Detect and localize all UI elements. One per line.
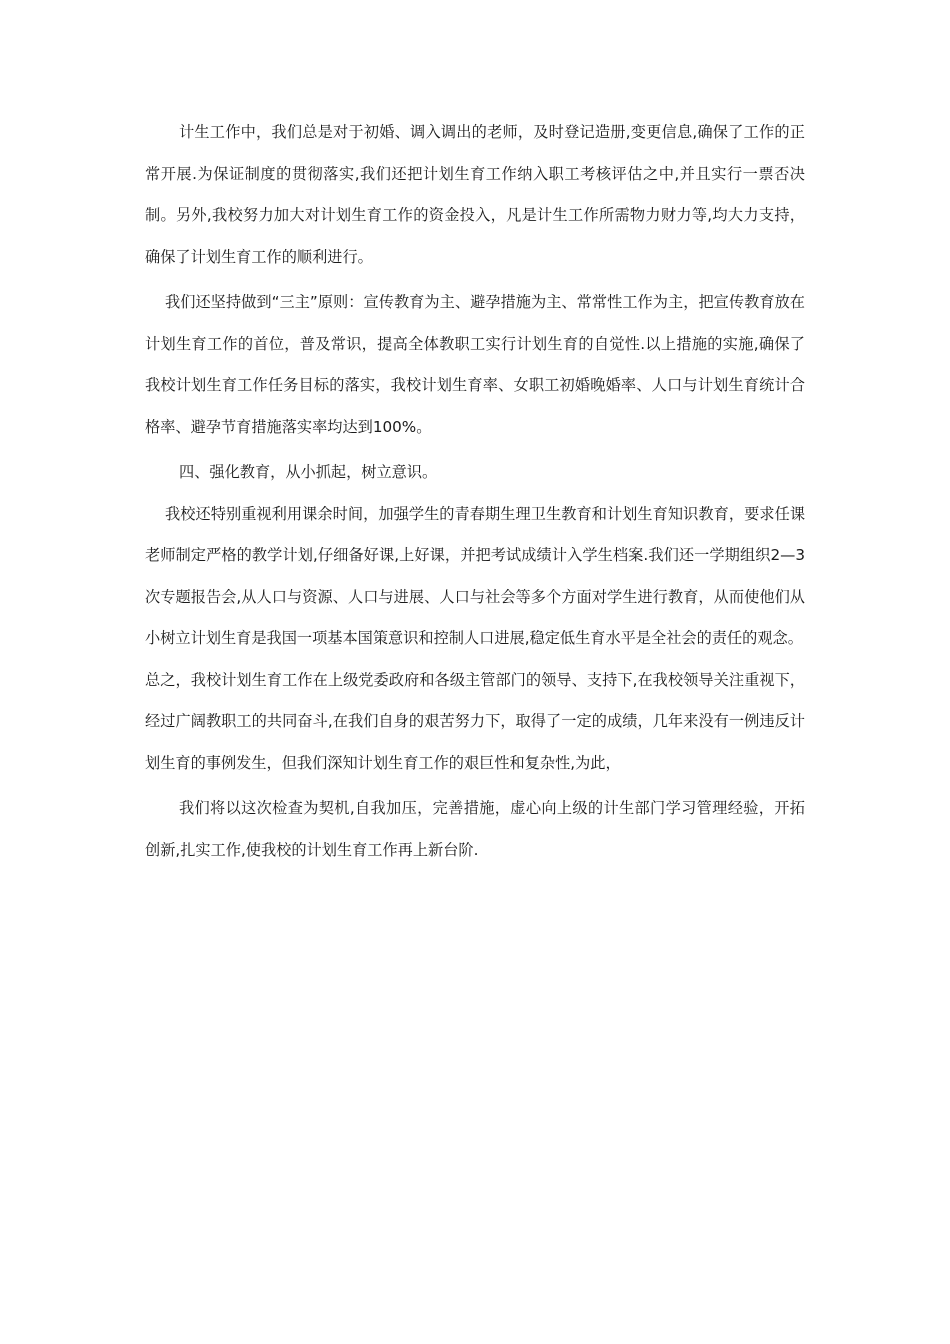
paragraph-summary: 总之，我校计划生育工作在上级党委政府和各级主管部门的领导、支持下,在我校领导关注重视下，经过广阔教职工的共同奋斗,在我们自身的艰苦努力下，取得了一定的成绩，几年来没有一例违反计划生育的事例发生，但我们深知计划生育工作的艰巨性和复杂性,为此， <box>145 670 805 772</box>
document-body <box>145 112 805 871</box>
section-heading-education: 四、强化教育，从小抓起，树立意识。 <box>179 463 438 481</box>
paragraph-closing: 我们将以这次检查为契机,自我加压，完善措施，虚心向上级的计生部门学习管理经验，开拓创新,扎实工作,使我校的计划生育工作再上新台阶. <box>145 799 805 859</box>
paragraph-student-education: 我校还特别重视利用课余时间，加强学生的青春期生理卫生教育和计划生育知识教育，要求任课老师制定严格的教学计划,仔细备好课,上好课，并把考试成绩计入学生档案.我们还一学期组织2—3次专题报告会,从人口与资源、人口与进展、人口与社会等多个方面对学生进行教育，从而使他们从小树立计划生育是我国一项基本国策意识和控制人口进展,稳定低生育水平是全社会的责任的观念。 <box>145 504 805 647</box>
paragraph-three-principles: 我们还坚持做到“三主”原则：宣传教育为主、避孕措施为主、常常性工作为主，把宣传教育放在计划生育工作的首位，普及常识，提高全体教职工实行计划生育的自觉性.以上措施的实施,确保了我校计划生育工作任务目标的落实，我校计划生育率、女职工初婚晚婚率、人口与计划生育统计合格率、避孕节育措施落实率均达到100%。 <box>145 293 805 436</box>
paragraph-family-planning-registration: 计生工作中，我们总是对于初婚、调入调出的老师，及时登记造册,变更信息,确保了工作的正常开展.为保证制度的贯彻落实,我们还把计划生育工作纳入职工考核评估之中,并且实行一票否决制。另外,我校努力加大对计划生育工作的资金投入，凡是计生工作所需物力财力等,均大力支持，确保了计划生育工作的顺利进行。 <box>145 123 805 266</box>
